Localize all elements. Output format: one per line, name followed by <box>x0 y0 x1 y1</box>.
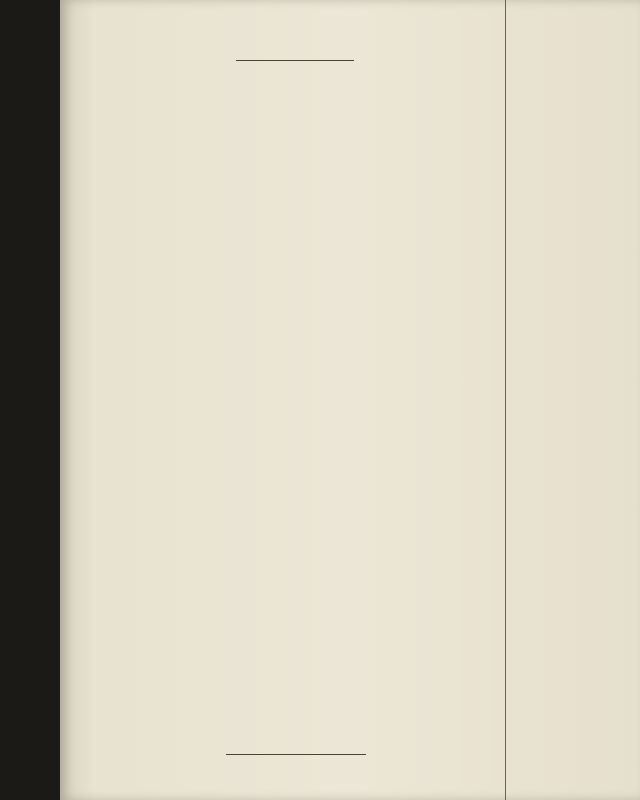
left-column <box>86 0 506 800</box>
right-column <box>505 0 640 800</box>
separator-rule <box>226 754 366 755</box>
separator-rule <box>236 60 354 61</box>
